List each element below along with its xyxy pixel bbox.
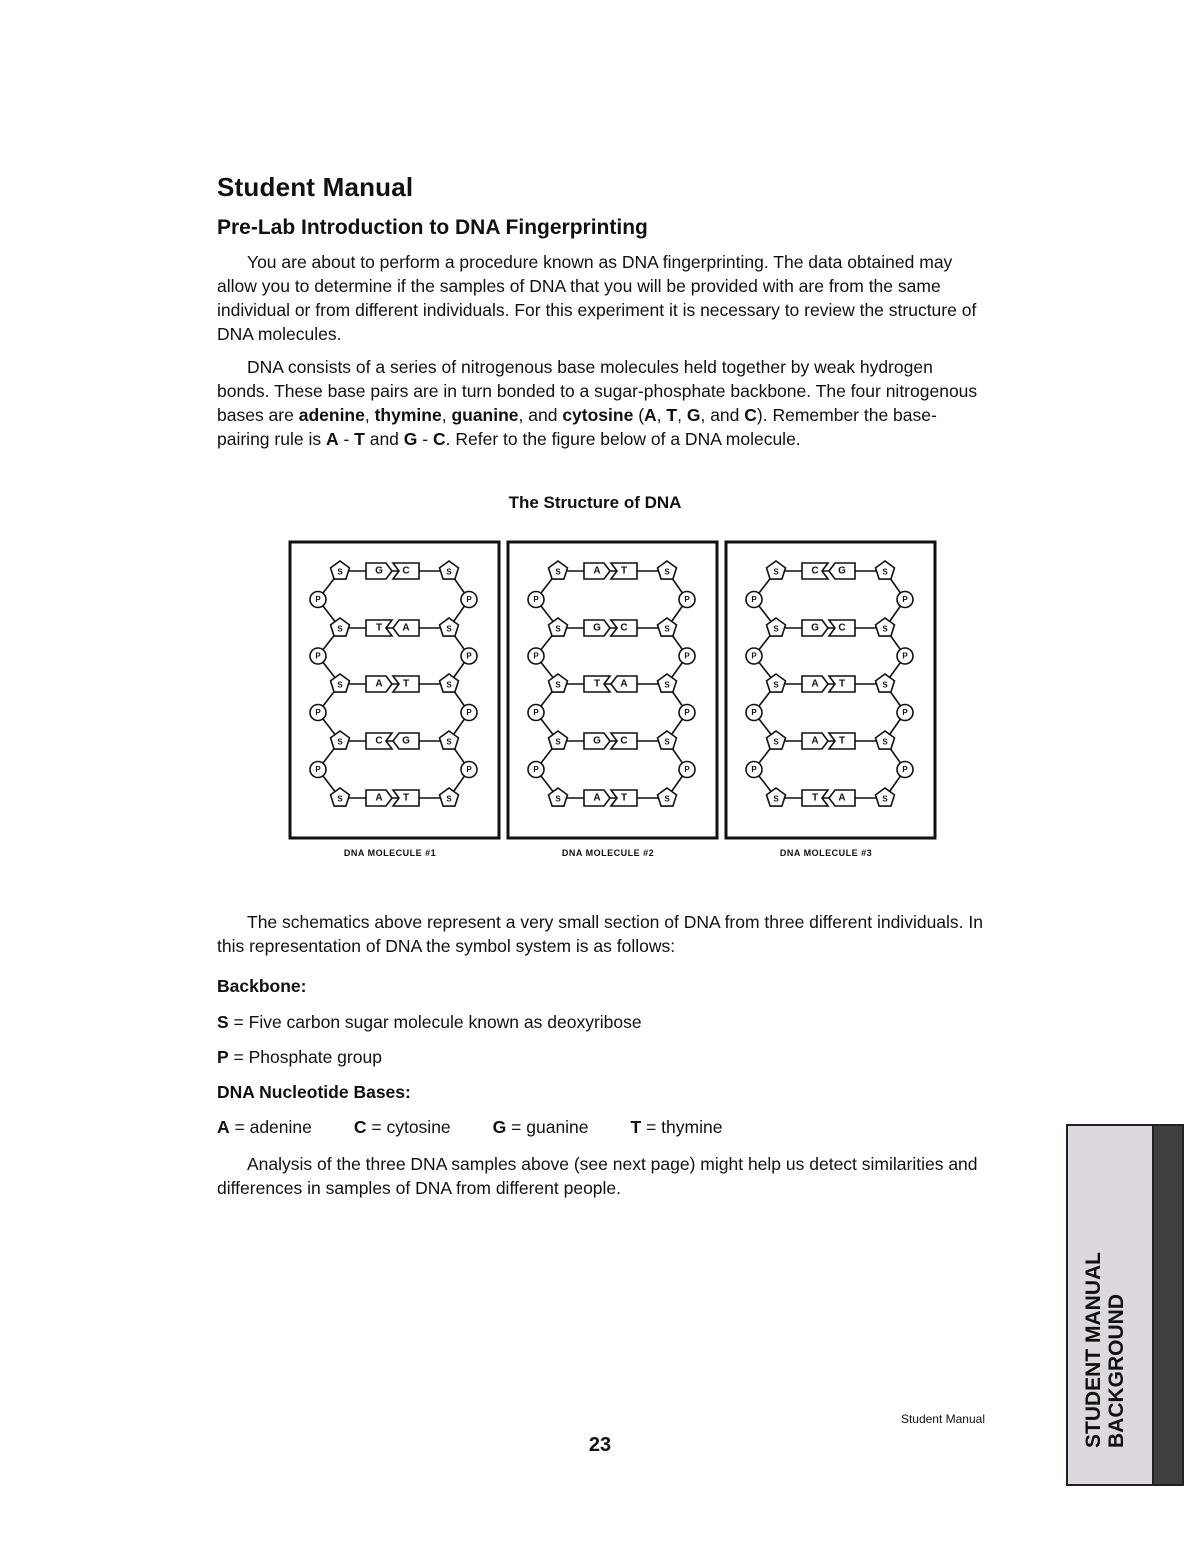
molecule-2-phosphate-label: P — [533, 708, 539, 717]
molecule-label-1: DNA MOLECULE #1 — [343, 848, 437, 858]
bases-heading: DNA Nucleotide Bases: — [217, 1082, 411, 1102]
molecule-3-phosphate-label: P — [751, 651, 757, 661]
molecule-label-2: DNA MOLECULE #2 — [561, 848, 655, 858]
molecule-1-base-right-letter: A — [402, 622, 410, 634]
molecule-3-sugar-label: S — [773, 737, 779, 747]
figure-title: The Structure of DNA — [508, 493, 682, 512]
molecule-3-phosphate-label: P — [902, 595, 908, 604]
analysis-paragraph: Analysis of the three DNA samples above (see next page) might help us detect similarities and differences in samples of DNA from different people. — [217, 1154, 978, 1198]
molecule-1-sugar-label: S — [446, 567, 452, 577]
molecule-1-phosphate-label: P — [466, 595, 472, 604]
molecule-2-base-right-letter: A — [620, 678, 628, 690]
molecule-3-sugar-label: S — [882, 567, 888, 577]
molecule-2-base-right-letter: C — [620, 735, 628, 747]
molecule-1-sugar-label: S — [337, 680, 343, 690]
molecule-1-phosphate-label: P — [466, 651, 472, 661]
molecule-3-sugar-label: S — [882, 737, 888, 747]
side-tab-line-2: BACKGROUND — [1105, 1294, 1128, 1448]
phosphate-definition: P = Phosphate group — [217, 1047, 382, 1067]
molecule-2-phosphate-label: P — [684, 595, 690, 604]
molecule-2-phosphate-label: P — [684, 708, 690, 717]
molecule-1-sugar-label: S — [337, 737, 343, 747]
molecule-1-phosphate-label: P — [315, 708, 321, 717]
molecule-1-base-left-letter: C — [375, 735, 383, 747]
side-tab-line-1: STUDENT MANUAL — [1082, 1252, 1105, 1448]
schematics-paragraph: The schematics above represent a very small section of DNA from three different individuals. In this representation of DNA the symbol system is as follows: — [217, 912, 983, 956]
footer-label: Student Manual — [900, 1412, 985, 1426]
molecule-2-sugar-label: S — [664, 737, 670, 747]
molecule-1-phosphate-label: P — [315, 651, 321, 661]
section-title: Pre-Lab Introduction to DNA Fingerprinting — [217, 216, 648, 239]
molecule-2-base-right-letter: T — [620, 792, 628, 804]
molecule-1-sugar-label: S — [337, 567, 343, 577]
molecule-1-sugar-label: S — [446, 737, 452, 747]
molecule-3-base-right-letter: G — [838, 565, 846, 577]
sugar-definition: S = Five carbon sugar molecule known as deoxyribose — [217, 1012, 642, 1032]
molecule-2-base-right-letter: C — [620, 622, 628, 634]
molecule-2-sugar-label: S — [555, 794, 561, 804]
molecule-1-base-left-letter: T — [375, 622, 383, 634]
molecule-2-sugar-label: S — [555, 624, 561, 634]
molecule-label-3: DNA MOLECULE #3 — [779, 848, 873, 858]
bases-definitions — [217, 1117, 722, 1138]
molecule-2-phosphate-label: P — [684, 765, 690, 774]
molecule-1-phosphate-label: P — [466, 708, 472, 717]
molecule-2-base-left-letter: A — [593, 792, 601, 804]
backbone-heading: Backbone: — [217, 976, 307, 996]
base-definition-cytosine: C = cytosine — [353, 1117, 451, 1137]
molecule-2-frame — [508, 542, 717, 838]
molecule-2-sugar-label: S — [555, 680, 561, 690]
molecule-2-base-left-letter: T — [593, 678, 601, 690]
molecule-3-phosphate-label: P — [902, 765, 908, 774]
molecule-3-sugar-label: S — [882, 680, 888, 690]
molecule-2-base-left-letter: G — [593, 622, 601, 634]
molecule-1-phosphate-label: P — [466, 765, 472, 774]
molecule-2-base-right-letter: T — [620, 565, 628, 577]
molecule-1-sugar-label: S — [446, 624, 452, 634]
molecule-3-base-left-letter: T — [811, 792, 819, 804]
molecule-2-phosphate-label: P — [533, 595, 539, 604]
intro-paragraph-2: DNA consists of a series of nitrogenous base molecules held together by weak hydrogen bonds. These base pairs are in turn bonded to a sugar-phosphate backbone. The four nitrogenous bases are adenine, thymine, guanine, and cytosine (A, T, G, and C). Remember the base-pairing rule is A - T and G - C. Refer to the figure below of a DNA molecule. — [217, 357, 978, 449]
molecule-2-base-left-letter: G — [593, 735, 601, 747]
molecule-3-phosphate-label: P — [902, 651, 908, 661]
molecule-3-sugar-label: S — [882, 794, 888, 804]
molecule-1-base-right-letter: C — [402, 565, 410, 577]
molecule-3-base-right-letter: A — [838, 792, 846, 804]
molecule-1-sugar-label: S — [446, 680, 452, 690]
molecule-3-sugar-label: S — [773, 680, 779, 690]
molecule-2-phosphate-label: P — [684, 651, 690, 661]
molecule-3-phosphate-label: P — [751, 765, 757, 774]
molecule-3-sugar-label: S — [773, 624, 779, 634]
molecule-2-sugar-label: S — [664, 680, 670, 690]
base-definition-guanine: G = guanine — [492, 1117, 589, 1137]
page-number: 23 — [588, 1434, 612, 1456]
molecule-3-sugar-label: S — [773, 794, 779, 804]
molecule-1-sugar-label: S — [337, 624, 343, 634]
molecule-1-sugar-label: S — [446, 794, 452, 804]
molecule-3-base-right-letter: T — [838, 678, 846, 690]
molecule-2-phosphate-label: P — [533, 651, 539, 661]
molecule-2-sugar-label: S — [664, 567, 670, 577]
molecule-2-sugar-label: S — [555, 737, 561, 747]
molecule-1-phosphate-label: P — [315, 595, 321, 604]
molecule-1-phosphate-label: P — [315, 765, 321, 774]
molecule-3-base-left-letter: A — [811, 735, 819, 747]
molecule-1-base-right-letter: G — [402, 735, 410, 747]
base-definition-thymine: T = thymine — [630, 1117, 723, 1137]
intro-paragraph-1: You are about to perform a procedure known as DNA fingerprinting. The data obtained may allow you to determine if the samples of DNA that you will be provided with are from the same individual or from different individuals. For this experiment it is necessary to review the structure of DNA molecules. — [217, 252, 977, 344]
molecule-2-base-left-letter: A — [593, 565, 601, 577]
molecule-2-sugar-label: S — [664, 794, 670, 804]
molecule-1-base-right-letter: T — [402, 678, 410, 690]
molecule-1-base-left-letter: G — [375, 565, 383, 577]
molecule-3-phosphate-label: P — [751, 595, 757, 604]
molecule-1-base-left-letter: A — [375, 792, 383, 804]
molecule-3-base-right-letter: C — [838, 622, 846, 634]
molecule-1-base-left-letter: A — [375, 678, 383, 690]
molecule-3-base-right-letter: T — [838, 735, 846, 747]
molecule-1-base-right-letter: T — [402, 792, 410, 804]
base-definition-adenine: A = adenine — [217, 1117, 312, 1137]
molecule-3-base-left-letter: C — [811, 565, 819, 577]
molecule-3-base-left-letter: A — [811, 678, 819, 690]
molecule-3-sugar-label: S — [773, 567, 779, 577]
molecule-3-base-left-letter: G — [811, 622, 819, 634]
molecule-1-sugar-label: S — [337, 794, 343, 804]
molecule-2-sugar-label: S — [664, 624, 670, 634]
molecule-2-sugar-label: S — [555, 567, 561, 577]
side-tab-label — [1082, 1252, 1128, 1448]
molecule-3-phosphate-label: P — [902, 708, 908, 717]
page-title: Student Manual — [217, 172, 414, 202]
molecule-3-sugar-label: S — [882, 624, 888, 634]
molecule-3-phosphate-label: P — [751, 708, 757, 717]
molecule-2-phosphate-label: P — [533, 765, 539, 774]
